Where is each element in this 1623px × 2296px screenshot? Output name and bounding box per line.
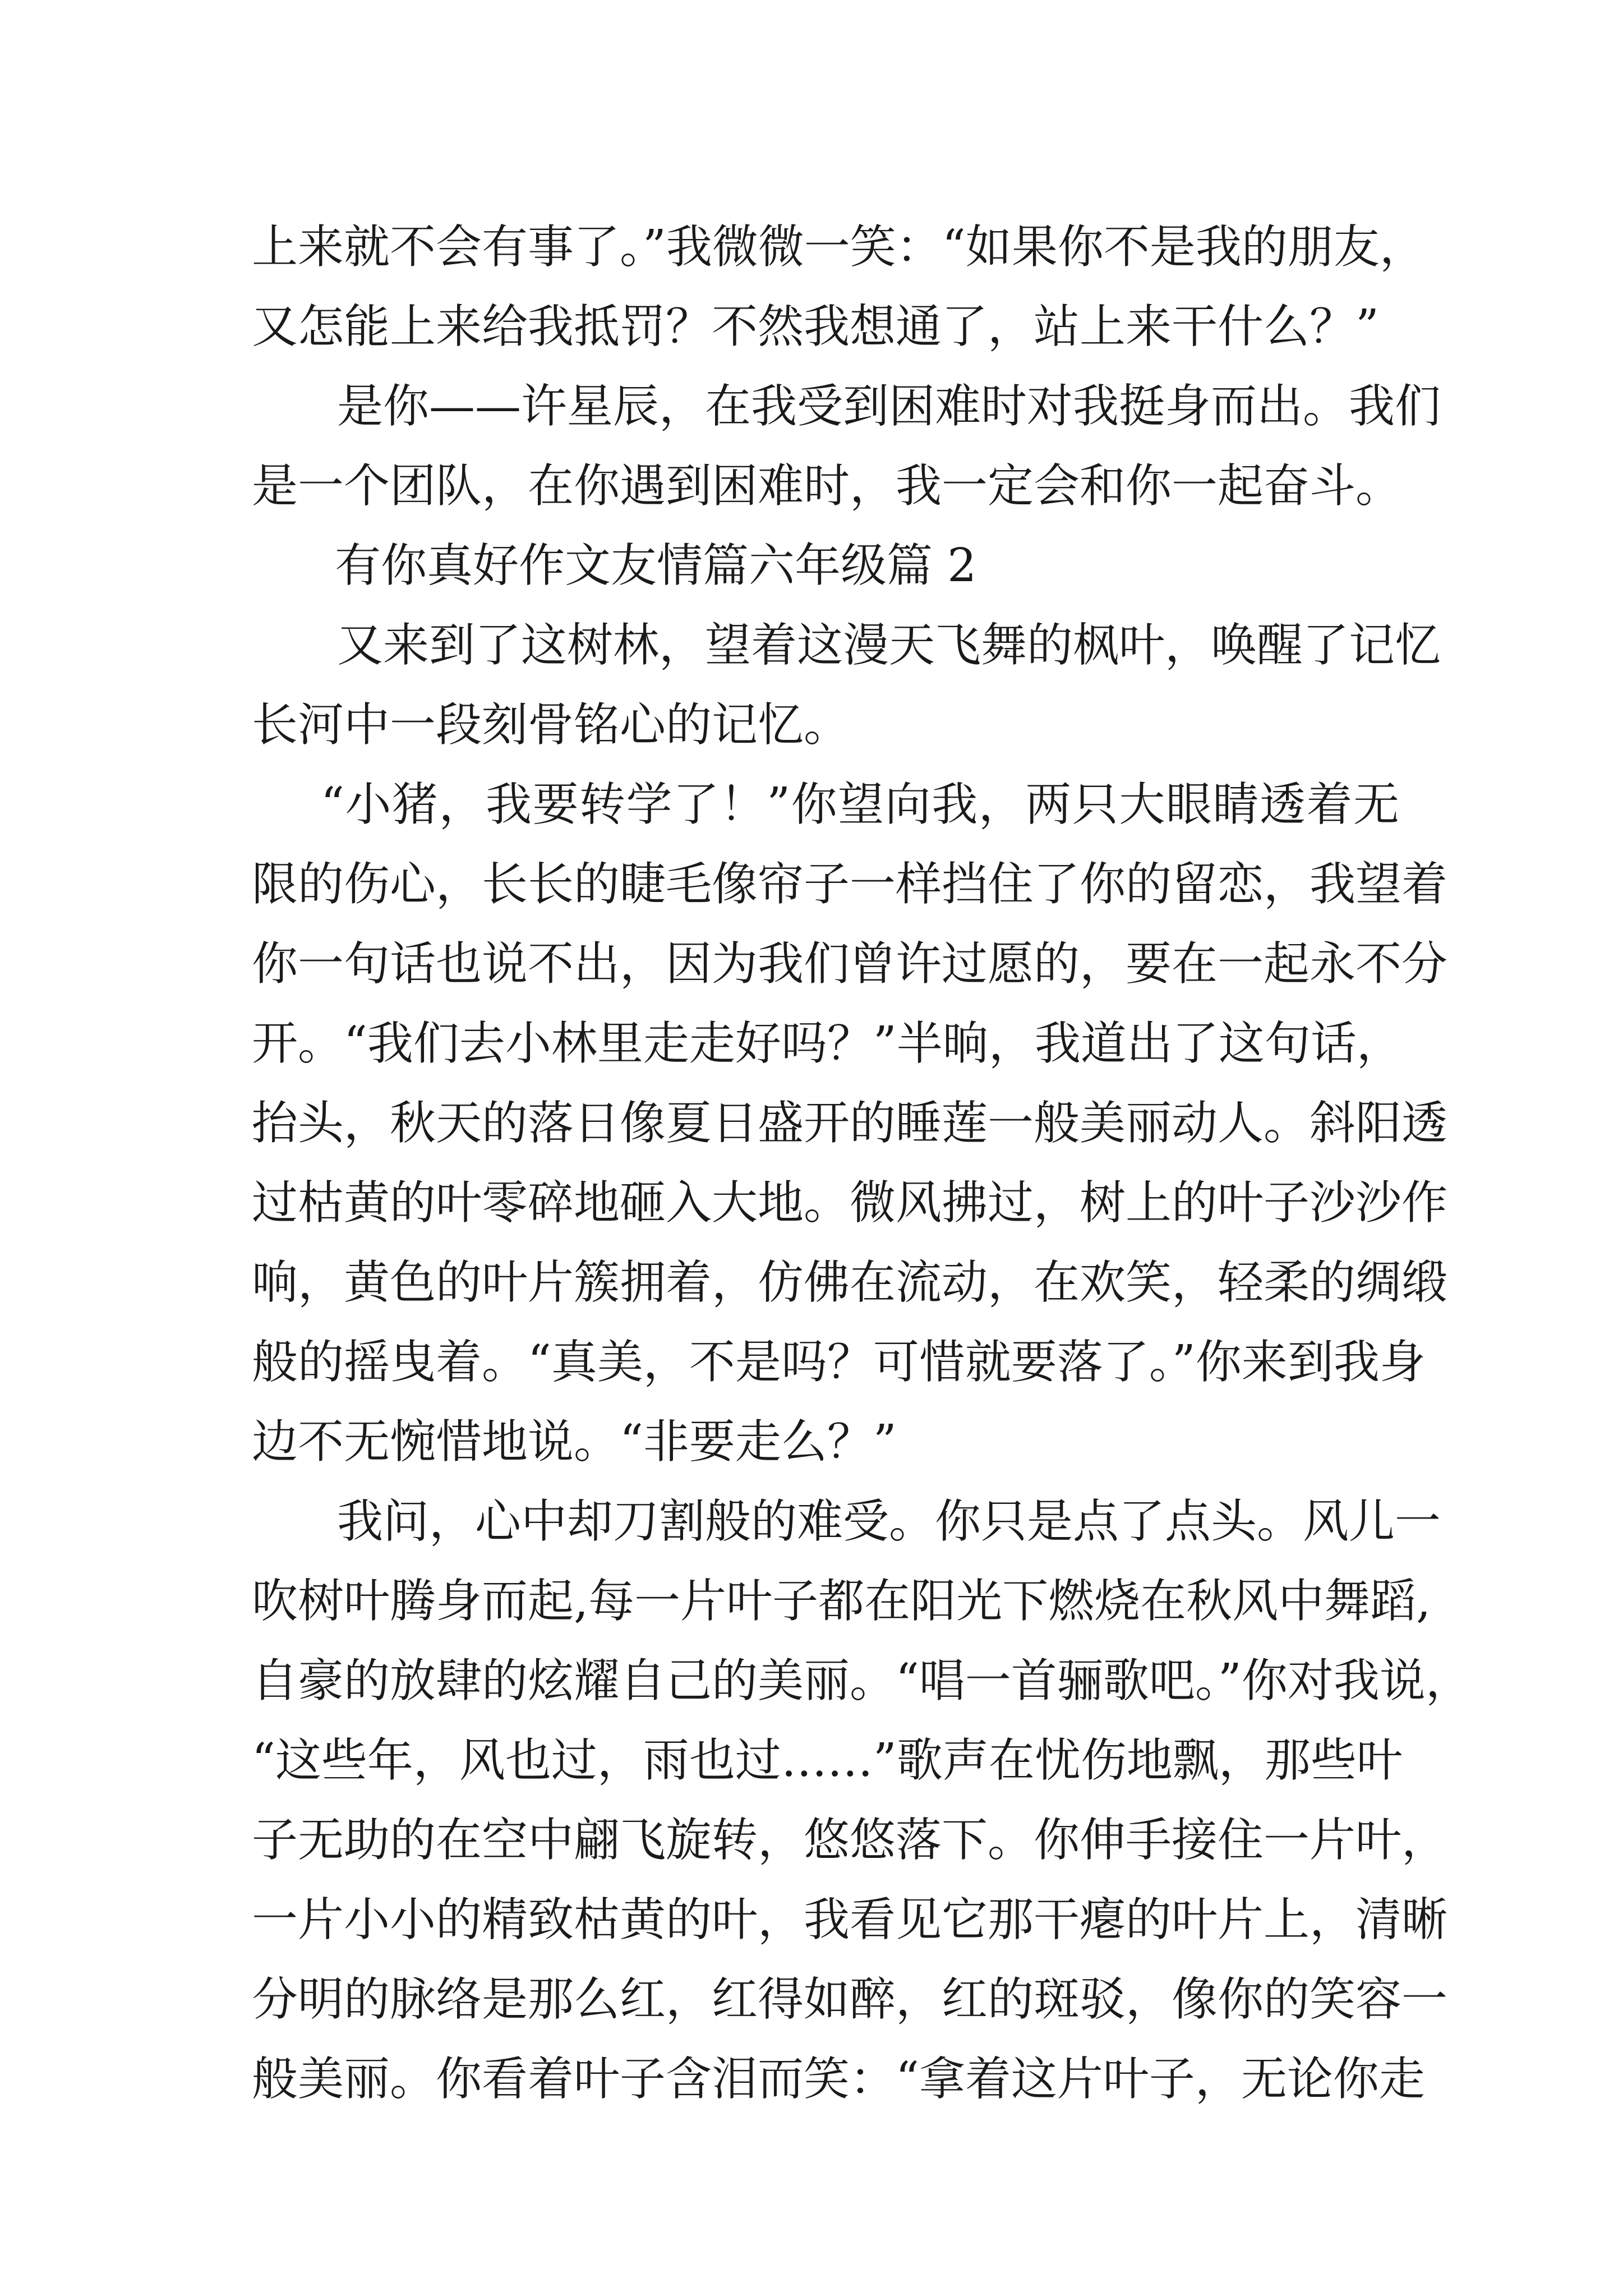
paragraph-first-line — [0, 1483, 1623, 1561]
text-line — [0, 1961, 1623, 2039]
line-text: 响，黄色的叶片簇拥着，仿佛在流动，在欢笑，轻柔的绸缎 — [252, 1256, 1448, 1309]
text-line — [0, 1881, 1623, 1959]
line-text: 是你——许星辰，在我受到困难时对我挺身而出。我们 — [337, 380, 1441, 433]
line-text: 抬头，秋天的落日像夏日盛开的睡莲一般美丽动人。斜阳透 — [252, 1097, 1448, 1150]
text-line — [0, 1164, 1623, 1243]
text-line — [0, 1403, 1623, 1481]
line-text: 自豪的放肆的炫耀自己的美丽。“唱一首骊歌吧。”你对我说， — [252, 1654, 1472, 1708]
text-line — [0, 288, 1623, 366]
line-text: 吹树叶腾身而起,每一片叶子都在阳光下燃烧在秋风中舞蹈, — [252, 1575, 1431, 1628]
text-line — [0, 1323, 1623, 1402]
line-text: 上来就不会有事了。”我微微一笑：“如果你不是我的朋友， — [252, 220, 1426, 274]
text-line — [0, 686, 1623, 765]
text-line — [0, 1562, 1623, 1641]
line-text: 又来到了这树林，望着这漫天飞舞的枫叶，唤醒了记忆 — [337, 619, 1441, 672]
line-text: 边不无惋惜地说。“非要走么？” — [252, 1415, 897, 1469]
text-line — [0, 447, 1623, 526]
paragraph-first-line — [0, 606, 1623, 685]
line-text: 我问，心中却刀割般的难受。你只是点了点头。风儿一 — [337, 1495, 1441, 1548]
text-line — [0, 1084, 1623, 1163]
paragraph-first-line — [0, 766, 1623, 844]
line-text: 般美丽。你看着叶子含泪而笑：“拿着这片叶子，无论你走 — [252, 2053, 1425, 2106]
line-text: 开。“我们去小林里走走好吗？”半晌，我道出了这句话， — [252, 1017, 1403, 1070]
line-text: “这些年，风也过，雨也过……”歌声在忧伤地飘，那些叶 — [252, 1734, 1403, 1787]
text-line — [0, 1722, 1623, 1800]
text-line — [0, 208, 1623, 287]
line-text: “小猪，我要转学了！”你望向我，两只大眼睛透着无 — [321, 778, 1399, 831]
text-line — [0, 1801, 1623, 1880]
line-text: 过枯黄的叶零碎地砸入大地。微风拂过，树上的叶子沙沙作 — [252, 1176, 1448, 1230]
text-line — [0, 925, 1623, 1004]
line-text: 一片小小的精致枯黄的叶，我看见它那干瘪的叶片上，清晰 — [252, 1893, 1448, 1947]
line-text: 限的伤心，长长的睫毛像帘子一样挡住了你的留恋，我望着 — [252, 858, 1448, 911]
text-line — [0, 845, 1623, 924]
line-text: 是一个团队，在你遇到困难时，我一定会和你一起奋斗。 — [252, 459, 1402, 513]
line-text: 子无助的在空中翩飞旋转，悠悠落下。你伸手接住一片叶， — [252, 1814, 1448, 1867]
section-heading — [0, 527, 1623, 605]
text-line — [0, 1005, 1623, 1083]
line-text: 你一句话也说不出，因为我们曾许过愿的，要在一起永不分 — [252, 937, 1448, 991]
text-line — [0, 1244, 1623, 1322]
paragraph-first-line — [0, 367, 1623, 446]
heading-text: 有你真好作文友情篇六年级篇 2 — [335, 539, 977, 592]
text-line — [0, 1642, 1623, 1720]
line-text: 分明的脉络是那么红，红得如醉，红的斑驳，像你的笑容一 — [252, 1973, 1448, 2026]
line-text: 长河中一段刻骨铭心的记忆。 — [252, 698, 850, 752]
text-line — [0, 2040, 1623, 2119]
line-text: 般的摇曳着。“真美，不是吗？可惜就要落了。”你来到我身 — [252, 1336, 1426, 1389]
line-text: 又怎能上来给我抵罚？不然我想通了，站上来干什么？” — [252, 300, 1379, 353]
